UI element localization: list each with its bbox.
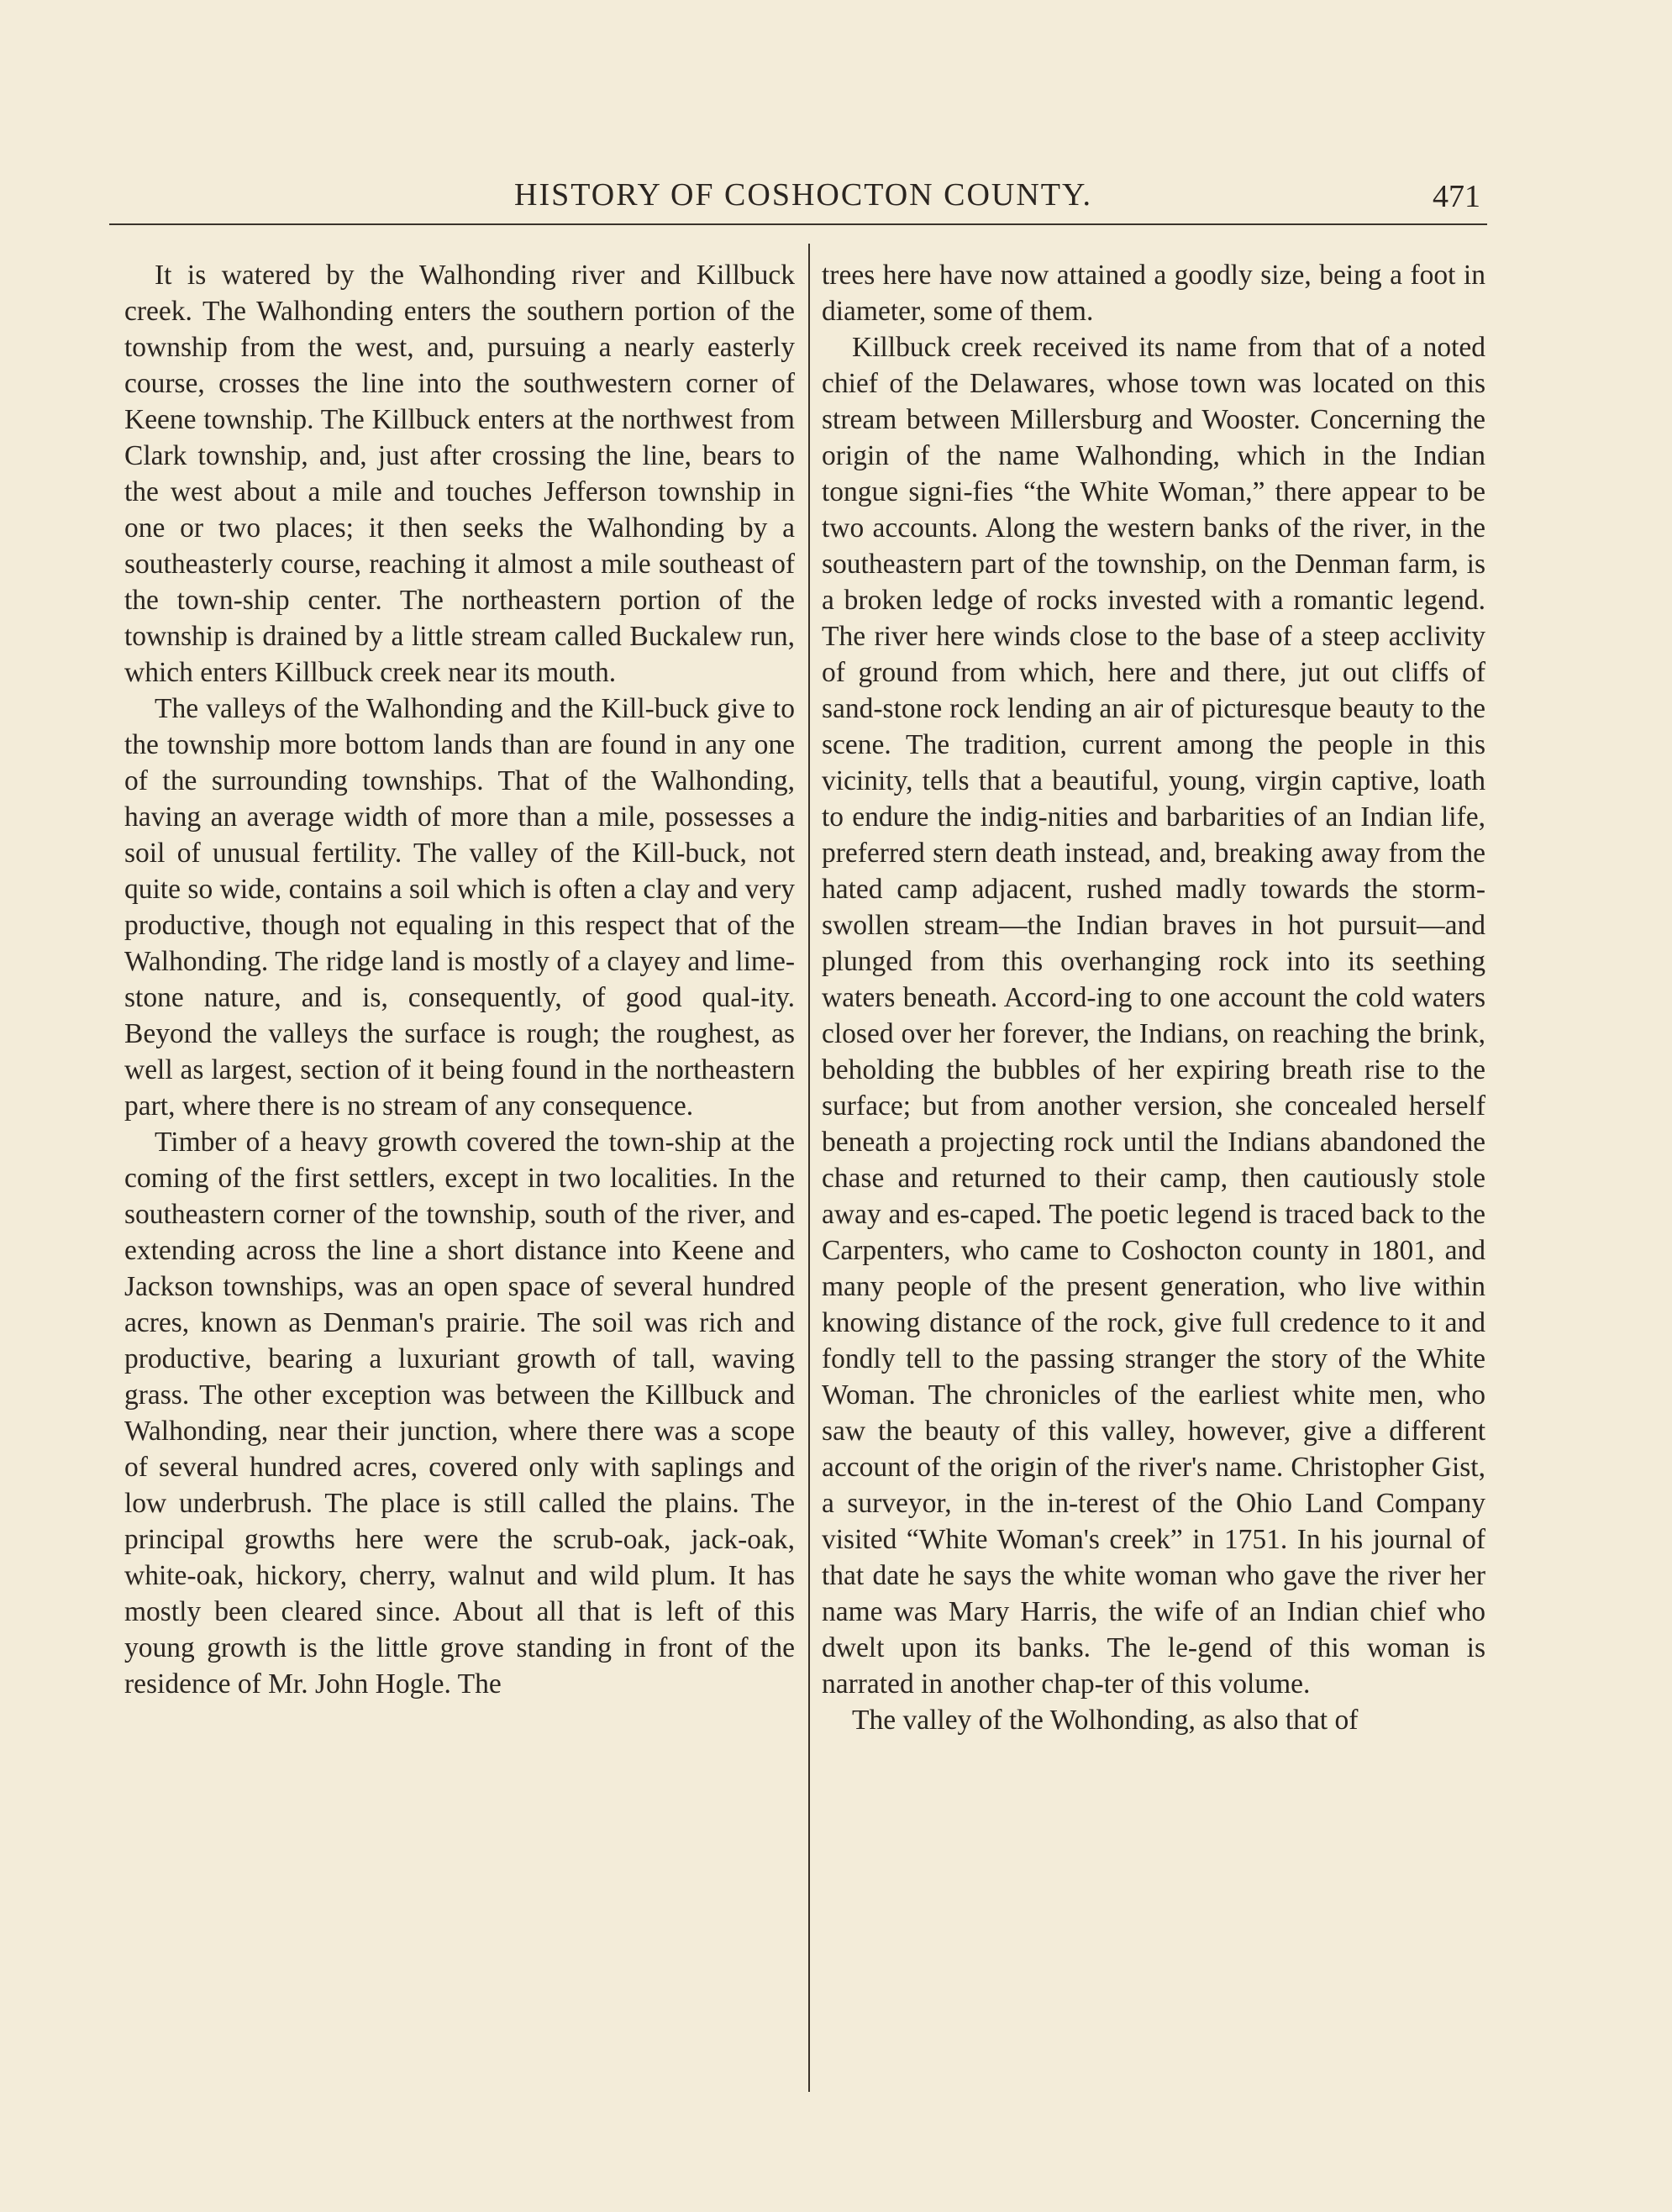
paragraph-killbuck-legend: Killbuck creek received its name from that of a noted chief of the Delawares, whose town was located on this stream between Millersburg and Wooster. Concerning the origin of the name Walhonding, which in the Indian tongue signi-fies “the White Woman,” there appear to be two accounts. Along the western banks of the river, in the southeastern part of the township, on the Denman farm, is a broken ledge of rocks invested with a romantic legend. The river here winds close to the base of a steep acclivity of ground from which, here and there, jut out cliffs of sand-stone rock lending an air of picturesque beauty to the scene. The tradition, current among the people in this vicinity, tells that a beautiful, young, virgin captive, loath to endure the indig-nities and barbarities of an Indian life, preferred stern death instead, and, breaking away from the hated camp adjacent, rushed madly towards the storm-swollen stream—the Indian braves in hot pursuit—and plunged from this overhanging rock into its seething waters beneath. Accord-ing to one account the cold waters closed over her forever, the Indians, on reaching the brink, beholding the bubbles of her expiring breath rise to the surface; but from another version, she concealed herself beneath a projecting rock until the Indians abandoned the chase and returned to their camp, then cautiously stole away and es-caped. The poetic legend is traced back to the Carpenters, who came to Coshocton county in 1801, and many people of the present generation, who live within knowing distance of the rock, give full credence to it and fondly tell to the passing stranger the story of the White Woman. The chronicles of the earliest white men, who saw the beauty of this valley, however, give a different account of the origin of the river's name. Christopher Gist, a surveyor, in the in-terest of the Ohio Land Company visited “White Woman's creek” in 1751. In his journal of that date he says the white woman who gave the river her name was Mary Harris, the wife of an Indian chief who dwelt upon its banks. The le-gend of this woman is narrated in another chap-ter of this volume. bbox=[822, 332, 1485, 1700]
paragraph-valley-wolhonding: The valley of the Wolhonding, as also that of bbox=[852, 1705, 1359, 1736]
paragraph-watered: It is watered by the Walhonding river and Killbuck creek. The Walhonding enters the southern portion of the township from the west, and, pursuing a nearly easterly course, crosses the line into the southwestern corner of Keene township. The Killbuck enters at the northwest from Clark township, and, just after crossing the line, bears to the west about a mile and touches Jefferson township in one or two places; it then seeks the Walhonding by a southeasterly course, reaching it almost a mile southeast of the town-ship center. The northeastern portion of the township is drained by a little stream called Buckalew run, which enters Killbuck creek near its mouth. bbox=[124, 260, 795, 688]
column-divider bbox=[808, 244, 810, 2092]
right-column bbox=[822, 257, 1485, 1738]
paragraph-trees-continued: trees here have now attained a goodly size, being a foot in diameter, some of them. bbox=[822, 260, 1485, 327]
page-number: 471 bbox=[1433, 179, 1480, 214]
running-header: HISTORY OF COSHOCTON COUNTY. bbox=[514, 177, 1093, 213]
paragraph-valleys: The valleys of the Walhonding and the Kill-buck give to the township more bottom lands than are found in any one of the surrounding townships. That of the Walhonding, having an average width of more than a mile, possesses a soil of unusual fertility. The valley of the Kill-buck, not quite so wide, contains a soil which is often a clay and very productive, though not equaling in this respect that of the Walhonding. The ridge land is mostly of a clayey and lime-stone nature, and is, consequently, of good qual-ity. Beyond the valleys the surface is rough; the roughest, as well as largest, section of it being found in the northeastern part, where there is no stream of any consequence. bbox=[124, 693, 795, 1122]
left-column bbox=[124, 257, 795, 1702]
paragraph-timber: Timber of a heavy growth covered the town-ship at the coming of the first settlers, except in two localities. In the southeastern corner of the township, south of the river, and extending across the line a short distance into Keene and Jackson townships, was an open space of several hundred acres, known as Denman's prairie. The soil was rich and productive, bearing a luxuriant growth of tall, waving grass. The other exception was between the Killbuck and Walhonding, near their junction, where there was a scope of several hundred acres, covered only with saplings and low underbrush. The place is still called the plains. The principal growths here were the scrub-oak, jack-oak, white-oak, hickory, cherry, walnut and wild plum. It has mostly been cleared since. About all that is left of this young growth is the little grove standing in front of the residence of Mr. John Hogle. The bbox=[124, 1127, 795, 1700]
header-rule bbox=[109, 223, 1487, 225]
